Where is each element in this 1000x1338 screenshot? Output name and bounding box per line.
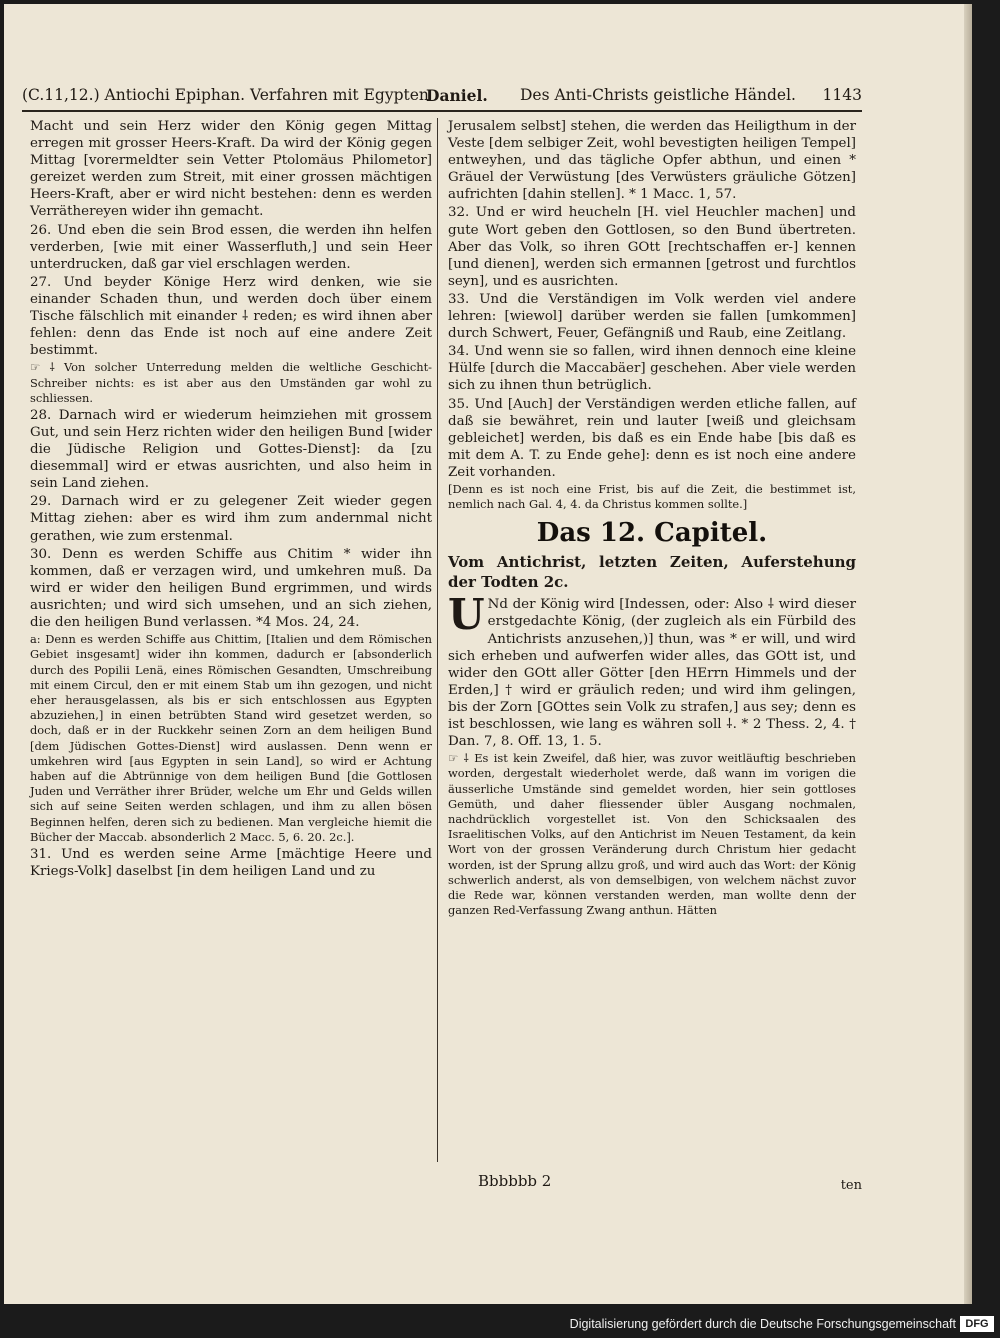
running-header: [22, 86, 862, 112]
drop-cap: U: [448, 590, 485, 640]
verse-32: 32. Und er wird heucheln [H. viel Heuchler machen] und gute Wort geben den Gottlosen, so den Bund übertreten. Aber das Volk, so ihren GOtt [rechtschaffen er-] kennen [und dienen], werden sich ermannen [getrost und furchtlos seyn], und es ausrichten.: [448, 205, 856, 289]
verse-33: 33. Und die Verständigen im Volk werden viel andere lehren: [wiewol] darüber werden sie fallen [umkommen] durch Schwert, Feuer, Gefängniß und Raub, eine Zeitlang.: [448, 291, 856, 342]
verse-27: 27. Und beyder Könige Herz wird denken, wie sie einander Schaden thun, und werden doch über einem Tische fälschlich mit einander ⸸ reden; es wird ihnen aber fehlen: denn das Ende ist noch auf eine andere Zeit bestimmt.: [30, 274, 432, 359]
chapter-lead-paragraph: [448, 590, 856, 750]
lead-text: Nd der König wird [Indessen, oder: Also ⸸ wird dieser erstgedachte König, (der zugleich als ein Fürbild des Antichrists anzusehen,)] thun, was * er will, und wird sich erheben und aufwerfen wider alles, das GOtt ist, und wider den GOtt aller Götter [den HErrn Himmels und der Erden,] † wird er gräulich reden; und wird ihm gelingen, bis der Zorn [GOttes sein Volk zu strafen,] aus sey; denn es ist beschlossen, wie lang es währen soll ⸸. * 2 Thess. 2, 4. † Dan. 7, 8. Off. 13, 1. 5.: [448, 597, 856, 750]
digitization-footer: [0, 1310, 1000, 1338]
verse-26: 26. Und eben die sein Brod essen, die werden ihn helfen verderben, [wie mit einer Wasserfluth,] und sein Heer unterdrucken, daß gar viel erschlagen werden.: [30, 222, 432, 272]
commentary-note: ☞ ⸸ Von solcher Unterredung melden die weltliche Geschicht-Schreiber nichts: es ist aber aus den Umständen gar wohl zu schliessen.: [30, 360, 432, 405]
verse-35: 35. Und [Auch] der Verständigen werden etliche fallen, auf daß sie bewähret, rein und lauter [weiß und gleichsam gebleichet] werden, bis daß es ein Ende habe [bis daß es mit dem A. T. zu Ende gehe]: denn es ist noch eine andere Zeit vorhanden.: [448, 396, 856, 480]
verse-30: 30. Denn es werden Schiffe aus Chitim * wider ihn kommen, daß er verzagen wird, und umkehren muß. Da wird er wider den heiligen Bund ergrimmen, und wirds ausrichten; und wird sich umsehen, und an sich ziehen, die den heiligen Bund verlassen. *4 Mos. 24, 24.: [30, 546, 432, 631]
verse-28: 28. Darnach wird er wiederum heimziehen mit grossem Gut, und sein Herz richten wider den heiligen Bund [wider die Jüdische Religion und Gottes-Dienst]: da [zu diesemmal] wird er etwas ausrichten, und also heim in sein Land ziehen.: [30, 407, 432, 492]
chapter-title: Das 12. Capitel.: [536, 518, 768, 549]
header-rule: [22, 110, 862, 112]
commentary-note: a: Denn es werden Schiffe aus Chittim, [Italien und dem Römischen Gebiet insgesamt] wider ihn kommen, dadurch er [absonderlich durch des Popilii Lenä, eines Römischen Gesandten, Umschreibung mit einem Circul, den er mit einem Stab um ihn gezogen, und nicht eher herausgelassen, als bis er sich entschlossen aus Egypten abzuziehen,] in einen betrübten Stand wird gesetzet werden, so doch, daß er in der Ruckkehr seinen Zorn an dem heiligen Bund [dem Jüdischen Gottes-Dienst] wird auslassen. Denn wenn er umkehren wird [aus Egypten in sein Land], so wird er Achtung haben auf die Abtrünnige von dem heiligen Bund [die Gottlosen Juden und Verräther ihrer Brüder, welche um Ehr und Gelds willen sich auf seine Seiten werden schlagen, und ihm zu allen bösen Beginnen helfen, deren sich zu bedienen. Man vergleiche hiemit die Bücher der Maccab. absonderlich 2 Macc. 5, 6. 20. 2c.].: [30, 632, 432, 844]
page-foot: [478, 1172, 862, 1212]
header-left: (C.11,12.) Antiochi Epiphan. Verfahren mit Egypten: [22, 86, 429, 104]
column-divider: [437, 118, 438, 1162]
paragraph: Jerusalem selbst] stehen, die werden das Heiligthum in der Veste [dem selbiger Zeit, wohl bevestigten heiligen Tempel] entweyhen, und das tägliche Opfer abthun, und einen * Gräuel der Verwüstung [des Verwüsters gräuliche Götzen] aufrichten [dahin stellen]. * 1 Macc. 1, 57.: [448, 119, 856, 203]
verse-31: 31. Und es werden seine Arme [mächtige Heere und Kriegs-Volk] daselbst [in dem heiligen Land und zu: [30, 846, 432, 880]
signature-mark: Bbbbbb 2: [478, 1172, 552, 1190]
verse-29: 29. Darnach wird er zu gelegener Zeit wieder gegen Mittag ziehen: aber es wird ihm zum andernmal nicht gerathen, wie zum erstenmal.: [30, 494, 432, 544]
paragraph: Macht und sein Herz wider den König gegen Mittag erregen mit grosser Heers-Kraft. Da wird der König gegen Mittag [vorermeldter sein Vetter Ptolomäus Philometor] gereizet werden zum Streit, mit einer grossen mächtigen Heers-Kraft, aber er wird nicht bestehen: denn es werden Verräthereyen wider ihn gemacht.: [30, 119, 432, 220]
page-number: 1143: [822, 86, 862, 104]
dfg-logo: DFG: [960, 1316, 994, 1332]
page-edge: [964, 4, 972, 1304]
verse-34: 34. Und wenn sie so fallen, wird ihnen dennoch eine kleine Hülfe [durch die Maccabäer] geschehen. Aber viele werden sich zu ihnen thun betrüglich.: [448, 344, 856, 394]
left-column: [30, 118, 432, 881]
right-column: [448, 118, 856, 919]
commentary-note: ☞ ⸸ Es ist kein Zweifel, daß hier, was zuvor weitläuftig beschrieben worden, dergestalt wiederholet werde, daß wann im vorigen die äusserliche Umstände sind gemeldet worden, hier sein gottloses Gemüth, und daher fliessender übler Ausgang nochmalen, nachdrücklich vorgestellet ist. Von den Schicksaalen des Israelitischen Volks, auf den Antichrist im Neuen Testament, da kein Wort von der grossen Veränderung durch Christum hier gedacht worden, ist der Sprung allzu groß, und wird auch das Wort: der König schwerlich anderst, als von demselbigen, von welchem nächst zuvor die Rede war, können verstanden werden, man wollte denn der ganzen Red-Verfassung Zwang anthun. Hätten: [448, 751, 856, 918]
header-book: Daniel.: [426, 86, 488, 105]
funding-credit: Digitalisierung gefördert durch die Deutsche Forschungsgemeinschaft: [569, 1317, 956, 1331]
commentary-note: [Denn es ist noch eine Frist, bis auf die Zeit, die bestimmet ist, nemlich nach Gal. 4, 4. da Christus kommen sollte.]: [448, 481, 856, 512]
scanned-page: [4, 4, 972, 1304]
chapter-summary: Vom Antichrist, letzten Zeiten, Auferstehung der Todten 2c.: [448, 553, 856, 592]
catchword: ten: [840, 1178, 862, 1193]
header-right: Des Anti-Christs geistliche Händel.: [520, 86, 796, 104]
